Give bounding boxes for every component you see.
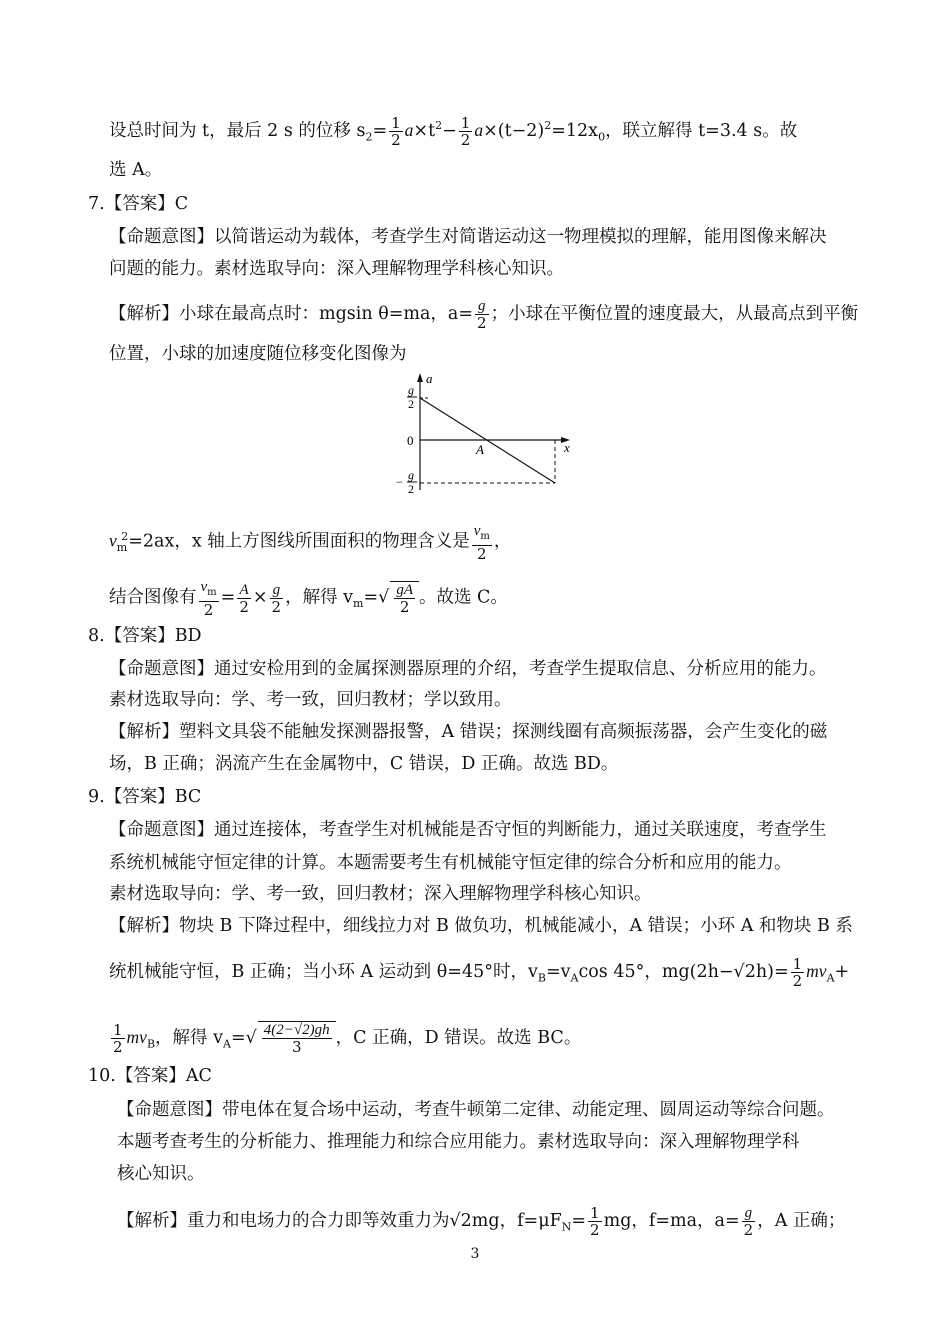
bottom-label-g: g [408, 468, 414, 482]
text-line: $v_m^2=2ax$，x 轴上方图线所围面积的物理含义是 $\frac{v_m}{2}$ ， [109, 523, 512, 563]
acceleration-displacement-graph [390, 370, 580, 495]
text-line: 系统机械能守恒定律的计算。本题需要考生有机械能守恒定律的综合分析和应用的能力。 [109, 853, 792, 873]
origin-label: 0 [407, 433, 414, 448]
fraction: $\frac{1}{2}$ [113, 1021, 123, 1056]
fraction: $\frac{gA}{2}$ [396, 581, 413, 616]
top-label-g: g [408, 383, 414, 397]
text-line: 位置，小球的加速度随位移变化图像为 [109, 344, 407, 364]
fraction: $\frac{A}{2}$ [239, 581, 249, 616]
text-line: 【命题意图】以简谐运动为载体，考查学生对简谐运动这一物理模拟的理解，能用图像来解决 [109, 227, 827, 247]
fraction: $\frac{1}{2}$ [460, 113, 471, 149]
bottom-label-minus: − [396, 475, 403, 489]
text-line: 结合图像有 $\frac{v_m}{2}$ = $\frac{A}{2}$ × $\frac{g}{2}$ ，解得 $v_m=√$ $\frac{gA}{2}$ 。故选 C。 [109, 579, 508, 619]
text-line: $\frac{1}{2}$ $mv_B$，解得 $v_A=√$ $\frac{4(2-√2)gh}{3}$ ，C 正确，D 错误。故选 BC。 [113, 1021, 582, 1056]
fraction: $\frac{g}{2}$ [271, 581, 282, 616]
fraction: $\frac{v_m}{2}$ [473, 523, 490, 563]
answer-heading-7: 7.【答案】C [88, 194, 189, 214]
fraction: $\frac{g}{2}$ [743, 1205, 754, 1239]
text-line: 【命题意图】通过安检用到的金属探测器原理的介绍，考查学生提取信息、分析应用的能力。 [109, 659, 827, 679]
text-line: 选 A。 [109, 160, 163, 180]
text-line: 核心知识。 [117, 1164, 205, 1184]
text-line: 【解析】小球在最高点时：mgsin θ=ma，a= $\frac{g}{2}$ ；小球在平衡位置的速度最大，从最高点到平衡 [109, 298, 859, 332]
bottom-label-2: 2 [408, 482, 414, 495]
fraction: $\frac{g}{2}$ [477, 298, 487, 332]
answer-heading-8: 8.【答案】BD [88, 626, 202, 646]
text-line: 场，B 正确；涡流产生在金属物中，C 错误，D 正确。故选 BD。 [109, 754, 619, 774]
fraction: $\frac{1}{2}$ [590, 1204, 600, 1239]
y-axis-arrow [417, 373, 423, 382]
page-number: 3 [470, 1246, 480, 1262]
text-line: 问题的能力。素材选取导向：深入理解物理学科核心知识。 [109, 259, 564, 279]
text-line: 【解析】重力和电场力的合力即等效重力为√2mg，$f=\mu F_N=$ $\frac{1}{2}$ mg，f=ma，a= $\frac{g}{2}$ ，A 正确； [117, 1204, 846, 1239]
text-line: 【命题意图】带电体在复合场中运动，考查牛顿第二定律、动能定理、圆周运动等综合问题。 [117, 1100, 835, 1120]
axis-label-x: x [564, 440, 570, 455]
answer-heading-10: 10.【答案】AC [88, 1066, 212, 1086]
text-line: 【命题意图】通过连接体，考查学生对机械能是否守恒的判断能力，通过关联速度，考查学生 [109, 820, 827, 840]
axis-label-a: a [426, 371, 433, 386]
top-label-2: 2 [408, 397, 414, 411]
text-line: 本题考查考生的分析能力、推理能力和综合应用能力。素材选取导向：深入理解物理学科 [117, 1132, 800, 1152]
text-line: 统机械能守恒，B 正确；当小环 A 运动到 θ=45°时，$v_B=v_A\cos$ 45°，mg(2h−√2h)= $\frac{1}{2}$ $mv_A+$ [109, 955, 850, 990]
text-line: 设总时间为 t，最后 2 s 的位移 $s_2=$ $\frac{1}{2}$ $a\times t^2-$ $\frac{1}{2}$ $a\times(t-2)^2=12x_0$，联立解得 t=3.4 s。故 [109, 113, 798, 149]
fraction: $\frac{4(2-√2)gh}{3}$ [263, 1022, 330, 1056]
text-line: 素材选取导向：学、考一致，回归教材；学以致用。 [109, 690, 512, 710]
answer-heading-9: 9.【答案】BC [88, 787, 202, 807]
fraction: $\frac{v_m}{2}$ [200, 579, 217, 619]
fraction: $\frac{1}{2}$ [792, 955, 803, 990]
point-label-A: A [476, 442, 484, 457]
text-line: 【解析】物块 B 下降过程中，细线拉力对 B 做负功，机械能减小，A 错误；小环 A 和物块 B 系 [109, 916, 853, 936]
text-line: 【解析】塑料文具袋不能触发探测器报警，A 错误；探测线圈有高频振荡器，会产生变化的磁 [109, 722, 828, 742]
text-line: 素材选取导向：学、考一致，回归教材；深入理解物理学科核心知识。 [109, 884, 652, 904]
fraction: $\frac{1}{2}$ [391, 113, 401, 149]
